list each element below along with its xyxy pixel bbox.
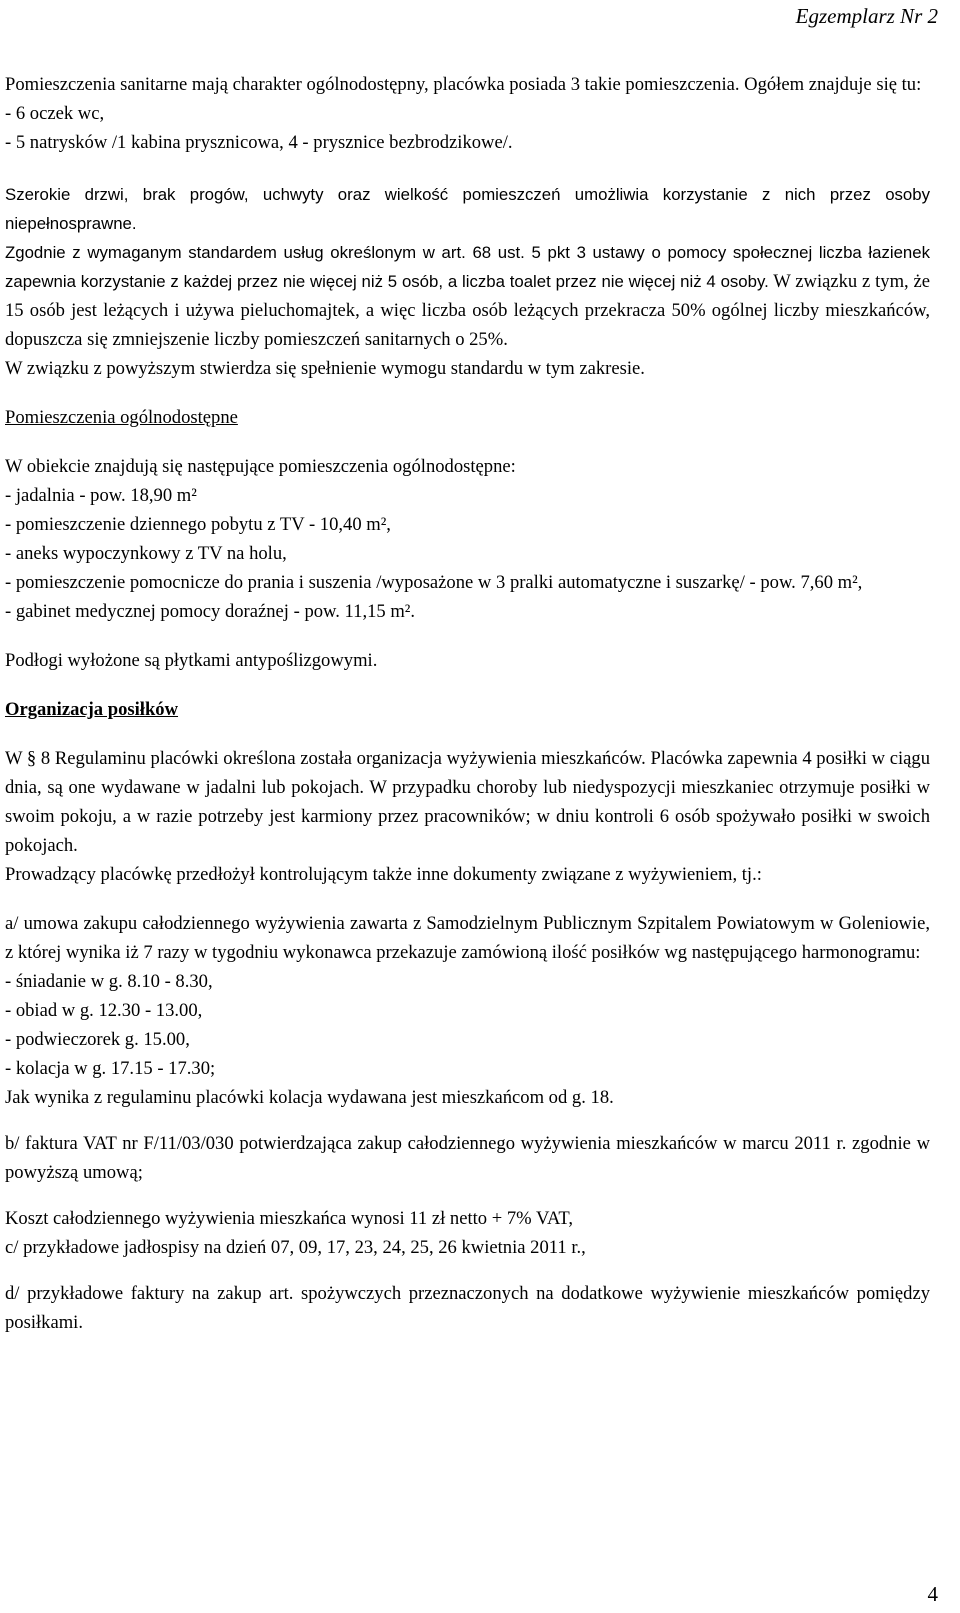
- schedule-item: - śniadanie w g. 8.10 - 8.30,: [5, 971, 213, 992]
- contract-paragraph: a/ umowa zakupu całodziennego wyżywienia zawarta z Samodzielnym Publicznym Szpitalem Powiatowym w Goleniowie, z której wynika iż 7 razy w tygodniu wykonawca przekazuje zamówioną ilość posiłków wg następującego harmonogramu:: [5, 913, 930, 963]
- common-rooms-heading: Pomieszczenia ogólnodostępne: [5, 407, 238, 428]
- accessibility-paragraph: Szerokie drzwi, brak progów, uchwyty oraz wielkość pomieszczeń umożliwia korzystanie z nich przez osoby niepełnosprawne.: [5, 185, 930, 233]
- cost-paragraph: Koszt całodziennego wyżywienia mieszkańca wynosi 11 zł netto + 7% VAT,: [5, 1208, 573, 1229]
- common-room-item: - pomieszczenie pomocnicze do prania i suszenia /wyposażone w 3 pralki automatyczne i suszarkę/ - pow. 7,60 m²,: [5, 572, 863, 593]
- conclusion-paragraph: W związku z powyższym stwierdza się spełnienie wymogu standardu w tym zakresie.: [5, 358, 645, 379]
- standard-paragraph-end: W związku z tym, że 15 osób jest leżących i używa pieluchomajtek, a więc liczba osób leżących przekracza 50% ogólnej liczby mieszkańców, dopuszcza się zmniejszenie liczby pomieszczeń sanitarnych o 25%.: [5, 271, 930, 350]
- common-room-item: - pomieszczenie dziennego pobytu z TV - 10,40 m²,: [5, 514, 391, 535]
- sanitary-paragraph: Pomieszczenia sanitarne mają charakter ogólnodostępny, placówka posiada 3 takie pomieszczenia. Ogółem znajduje się tu:: [5, 74, 922, 95]
- invoices-paragraph: d/ przykładowe faktury na zakup art. spożywczych przeznaczonych na dodatkowe wyżywienie mieszkańców pomiędzy posiłkami.: [5, 1283, 930, 1333]
- common-room-item: - aneks wypoczynkowy z TV na holu,: [5, 543, 287, 564]
- document-body: [5, 70, 930, 1337]
- meals-paragraph: W § 8 Regulaminu placówki określona została organizacja wyżywienia mieszkańców. Placówka zapewnia 4 posiłki w ciągu dnia, są one wydawane w jadalni lub pokojach. W przypadku choroby lub niedyspozycji mieszkaniec otrzymuje posiłki w swoim pokoju, a w razie potrzeby jest karmiony przez pracowników; w dniu kontroli 6 osób spożywało posiłki w swoich pokojach.: [5, 748, 930, 856]
- schedule-item: - podwieczorek g. 15.00,: [5, 1029, 190, 1050]
- common-room-item: - gabinet medycznej pomocy doraźnej - pow. 11,15 m².: [5, 601, 416, 622]
- sanitary-list-item: - 5 natrysków /1 kabina prysznicowa, 4 - prysznice bezbrodzikowe/.: [5, 132, 513, 153]
- standard-paragraph-middle: 5 pkt 3 ustawy o pomocy społecznej liczba łazienek zapewnia korzystanie z każdej przez nie więcej niż 5 osób, a liczba toalet przez nie więcej niż 4 osoby.: [5, 243, 930, 291]
- schedule-item: - obiad w g. 12.30 - 13.00,: [5, 1000, 203, 1021]
- standard-paragraph-start: Zgodnie z wymaganym standardem usług określonym w art. 68 ust.: [5, 243, 525, 262]
- copy-number-label: Egzemplarz Nr 2: [795, 4, 938, 28]
- documents-paragraph: Prowadzący placówkę przedłożył kontrolującym także inne dokumenty związane z wyżywieniem, tj.:: [5, 864, 762, 885]
- schedule-item: - kolacja w g. 17.15 - 17.30;: [5, 1058, 216, 1079]
- invoice-paragraph: b/ faktura VAT nr F/11/03/030 potwierdzająca zakup całodziennego wyżywienia mieszkańców w marcu 2011 r. zgodnie w powyższą umową;: [5, 1133, 930, 1183]
- common-rooms-intro: W obiekcie znajdują się następujące pomieszczenia ogólnodostępne:: [5, 456, 516, 477]
- menus-paragraph: c/ przykładowe jadłospisy na dzień 07, 09, 17, 23, 24, 25, 26 kwietnia 2011 r.,: [5, 1237, 586, 1258]
- supper-note: Jak wynika z regulaminu placówki kolacja wydawana jest mieszkańcom od g. 18.: [5, 1087, 614, 1108]
- sanitary-list-item: - 6 oczek wc,: [5, 103, 105, 124]
- common-room-item: - jadalnia - pow. 18,90 m²: [5, 485, 197, 506]
- standard-paragraph: [5, 238, 930, 354]
- floors-note: Podłogi wyłożone są płytkami antypoślizgowymi.: [5, 650, 378, 671]
- page-number: 4: [927, 1582, 938, 1606]
- meals-heading: Organizacja posiłków: [5, 699, 179, 720]
